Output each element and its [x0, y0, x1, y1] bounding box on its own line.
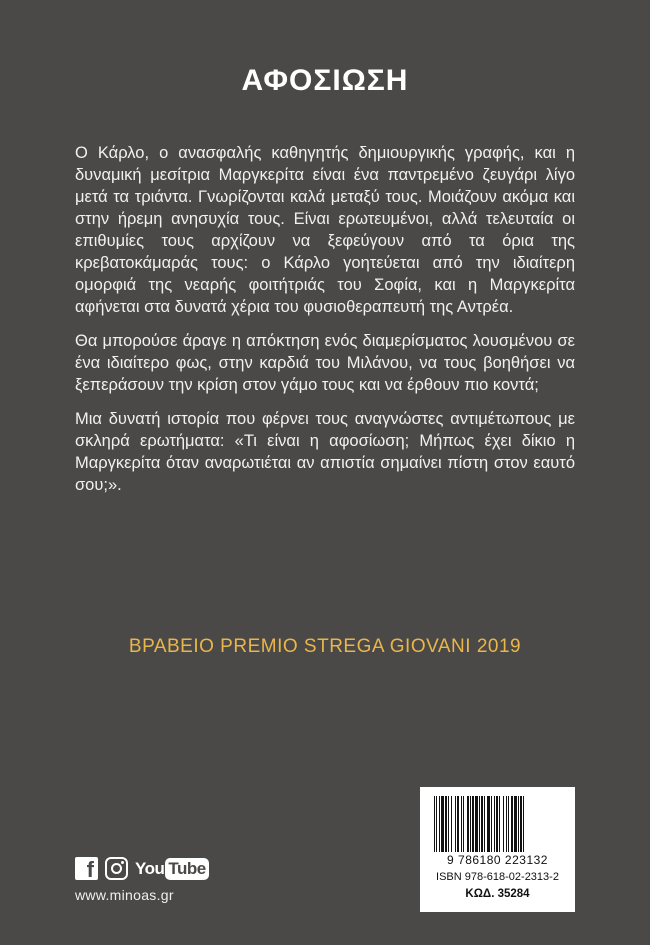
- barcode-panel: [420, 787, 575, 912]
- youtube-you: You: [135, 858, 165, 878]
- instagram-icon[interactable]: [105, 857, 128, 880]
- blurb-paragraph: Μια δυνατή ιστορία που φέρνει τους αναγνώστες αντιμέτωπους με σκληρά ερωτήματα: «Τι είναι η αφοσίωση; Μήπως έχει δίκιο η Μαργκερίτα όταν αναρωτιέται αν απιστία σημαίνει πίστη στον εαυτό σου;».: [75, 410, 575, 494]
- book-title: ΑΦΟΣΙΩΣΗ: [241, 64, 409, 97]
- blurb-paragraph: Ο Κάρλο, ο ανασφαλής καθηγητής δημιουργικής γραφής, και η δυναμική μεσίτρια Μαργκερίτα είναι ένα παντρεμένο ζευγάρι λίγο μετά τα τριάντα. Γνωρίζονται καλά μεταξύ τους. Μοιάζουν ακόμα και στην ήρεμη ανησυχία τους. Είναι ερωτευμένοι, αλλά τελευταία οι επιθυμίες τους αρχίζουν να ξεφεύγουν από τα όρια της κρεβατοκάμαράς τους: ο Κάρλο γοητεύεται από την ιδιαίτερη ομορφιά της νεαρής φοιτήτριάς του Σοφία, και η Μαργκερίτα αφήνεται στα δυνατά χέρια του φυσιοθεραπευτή της Αντρέα.: [75, 144, 575, 316]
- blurb-paragraph: Θα μπορούσε άραγε η απόκτηση ενός διαμερίσματος λουσμένου σε ένα ιδιαίτερο φως, στην καρδιά του Μιλάνου, να τους βοηθήσει να ξεπεράσουν την κρίση στον γάμο τους και να έρθουν πιο κοντά;: [75, 332, 575, 394]
- facebook-glyph: f: [86, 857, 94, 882]
- barcode-bars: [434, 796, 561, 852]
- social-icons: [75, 857, 209, 880]
- facebook-icon[interactable]: [75, 857, 98, 880]
- youtube-tube: Tube: [165, 858, 208, 880]
- back-cover-blurb: [75, 142, 575, 508]
- youtube-icon[interactable]: [135, 858, 209, 880]
- award-text: ΒΡΑΒΕΙΟ PREMIO STREGA GIOVANI 2019: [128, 636, 522, 657]
- website-link[interactable]: www.minoas.gr: [75, 887, 174, 903]
- product-code: ΚΩΔ. 35284: [465, 888, 530, 900]
- barcode-number: 9 786180 223132: [447, 853, 548, 867]
- isbn-text: ISBN 978-618-02-2313-2: [436, 871, 559, 883]
